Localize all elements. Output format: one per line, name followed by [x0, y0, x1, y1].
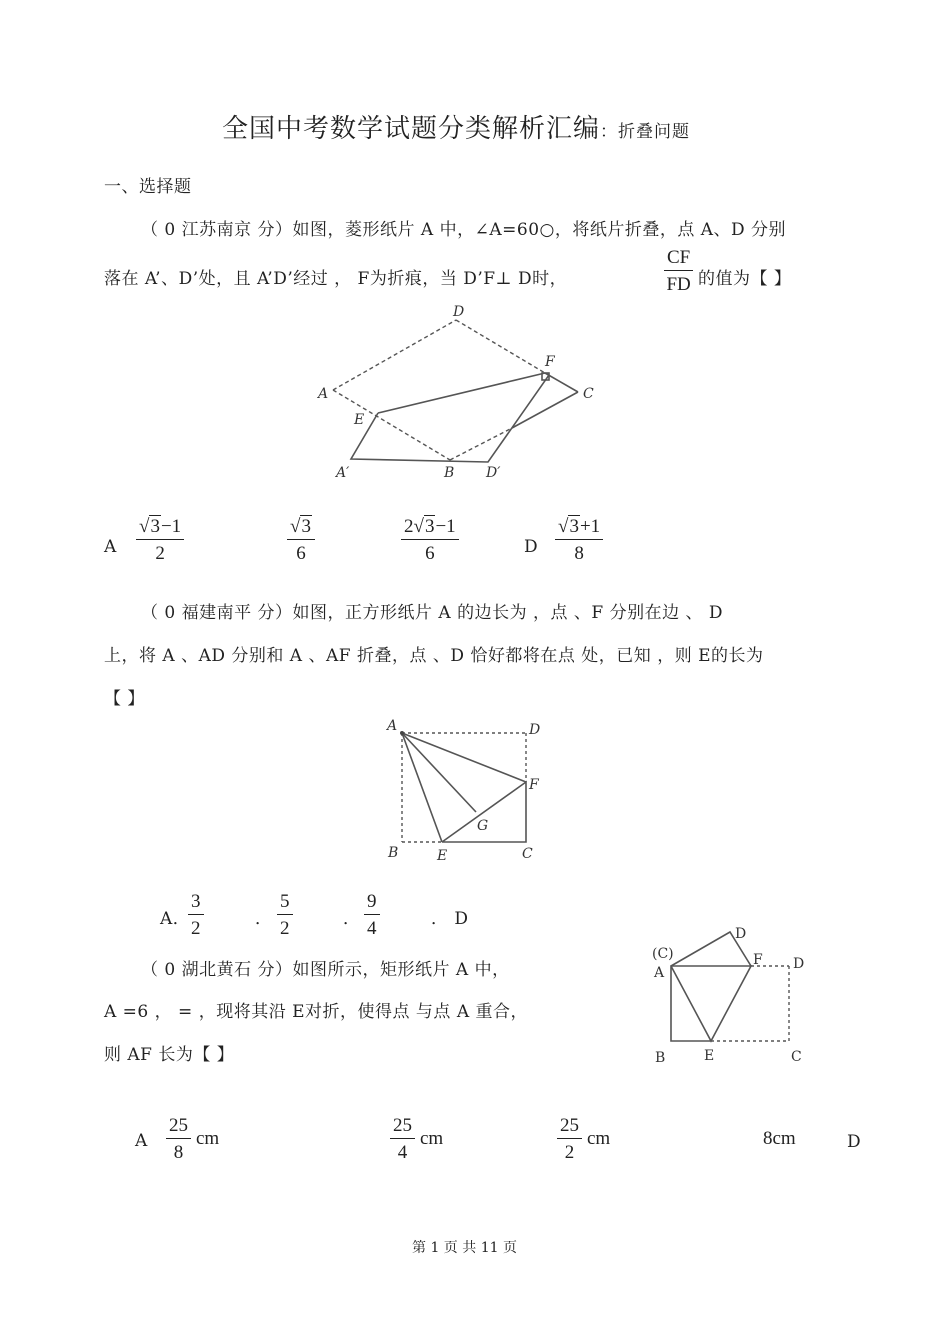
title-subtitle: ：折叠问题: [600, 122, 691, 142]
q2-option-b-den: 2: [280, 918, 290, 939]
q1-option-b-radicand: 3: [301, 516, 311, 537]
q2-label-A: A: [387, 718, 398, 734]
q1-ratio-num: CF: [664, 248, 693, 271]
section-heading: 一、选择题: [104, 177, 192, 197]
q3-option-c-den: 2: [564, 1142, 575, 1163]
q3-option-c[interactable]: [557, 1116, 582, 1162]
q2-option-a-den: 2: [191, 918, 201, 939]
q3-label-C-paren: (C): [652, 946, 674, 962]
q1-solid-lines: [351, 373, 578, 462]
q3-line1: （ 0 湖北黄石 分）如图所示，矩形纸片 A 中，: [141, 960, 510, 980]
q1-option-a-num-rest: −1: [160, 516, 182, 537]
q2-option-c-label[interactable]: ．: [343, 909, 361, 929]
q2-option-c-den: 4: [367, 918, 377, 939]
q2-solid-lines: [402, 733, 526, 842]
q1-dashed-rhombus: [333, 320, 545, 460]
q1-label-D: D: [453, 304, 465, 320]
q3-option-b-unit: cm: [420, 1128, 444, 1149]
sqrt-icon: √3: [558, 516, 579, 537]
q2-line1: （ 0 福建南平 分）如图，正方形纸片 A 的边长为 ，点 、F 分别在边 、 D: [141, 603, 724, 623]
q3-label-B: B: [655, 1050, 666, 1066]
q1-option-c-den: 6: [425, 543, 435, 564]
q3-option-a-num: 25: [166, 1116, 191, 1139]
sqrt-icon: √3: [139, 516, 160, 537]
q1-option-d-radicand: 3: [569, 516, 579, 537]
q1-label-E: E: [354, 412, 365, 428]
q2-option-c-num: 9: [364, 892, 380, 915]
q2-line3: 【 】: [104, 689, 145, 709]
q1-option-a-radicand: 3: [150, 516, 160, 537]
q2-option-b-num: 5: [277, 892, 293, 915]
q1-option-d-num-rest: +1: [579, 516, 601, 537]
page-title: [222, 108, 690, 145]
q1-option-a[interactable]: [136, 517, 184, 563]
q1-ratio-fraction: [664, 248, 693, 294]
sqrt-icon: √3: [290, 516, 311, 537]
q2-option-a-num: 3: [188, 892, 204, 915]
q2-label-F: F: [529, 777, 539, 793]
q1-line1: （ 0 江苏南京 分）如图，菱形纸片 A 中，∠A=60○，将纸片折叠，点 A、D 分别: [141, 220, 787, 240]
q3-label-E: E: [704, 1048, 715, 1064]
q2-label-E: E: [437, 848, 448, 864]
q3-label-D: D: [793, 956, 805, 972]
sqrt-icon: √3: [413, 516, 435, 537]
q3-option-b-den: 4: [397, 1142, 408, 1163]
q1-label-A-prime: A′: [336, 465, 350, 481]
q1-option-c-num-rest: −1: [435, 516, 456, 537]
q3-label-D-folded: D: [735, 926, 747, 942]
q3-option-c-num: 25: [557, 1116, 582, 1139]
q3-option-c-unit: cm: [587, 1128, 611, 1149]
q1-option-a-den: 2: [155, 543, 165, 564]
q2-figure: [380, 712, 550, 867]
q2-point-a: [400, 731, 404, 735]
q3-line3: 则 AF 长为【 】: [104, 1045, 235, 1065]
page-footer: 第 1 页 共 11 页: [412, 1240, 517, 1256]
q1-option-a-label[interactable]: A: [104, 537, 117, 557]
q2-label-G: G: [477, 818, 489, 834]
q2-line2: 上，将 A 、AD 分别和 A 、AF 折叠，点 、D 恰好都将在点 处，已知 ，则 E的长为: [104, 646, 764, 666]
q1-line2-end: 的值为【 】: [698, 269, 792, 289]
q3-option-a[interactable]: [166, 1116, 191, 1162]
q2-option-b[interactable]: [277, 892, 293, 938]
q1-option-b[interactable]: [287, 517, 315, 563]
q3-option-a-den: 8: [173, 1142, 184, 1163]
q2-label-B: B: [388, 845, 399, 861]
q1-option-d[interactable]: [555, 517, 603, 563]
q1-option-d-label[interactable]: D: [524, 537, 539, 557]
q1-figure: [310, 298, 610, 488]
q2-option-d-label[interactable]: ． D: [431, 909, 469, 929]
q1-ratio-den: FD: [666, 274, 691, 295]
q2-option-a-label[interactable]: A．: [160, 909, 191, 929]
q1-label-A: A: [318, 386, 329, 402]
q3-option-a-unit: cm: [196, 1128, 220, 1149]
q3-figure: [645, 918, 820, 1068]
q3-option-d-label[interactable]: D: [847, 1132, 862, 1152]
q1-label-B: B: [444, 465, 455, 481]
q3-option-d-value[interactable]: 8cm: [763, 1128, 796, 1149]
q1-option-c[interactable]: [401, 517, 459, 563]
q1-option-b-den: 6: [296, 543, 306, 564]
q3-option-b[interactable]: [390, 1116, 415, 1162]
q3-option-a-label[interactable]: A: [135, 1131, 148, 1151]
q3-line2: A =6 ， = ，现将其沿 E对折，使得点 与点 A 重合，: [104, 1002, 528, 1022]
q1-label-D-prime: D′: [486, 465, 501, 481]
q1-label-F: F: [545, 354, 555, 370]
q2-option-b-label[interactable]: ．: [255, 909, 273, 929]
title-text: 全国中考数学试题分类解析汇编: [222, 114, 601, 144]
q1-label-C: C: [583, 386, 594, 402]
q2-label-D: D: [529, 722, 541, 738]
q1-line2: 落在 A’、D’处，且 A’D’经过 ， F为折痕，当 D’F⊥ D时，: [104, 269, 568, 289]
q3-option-b-num: 25: [390, 1116, 415, 1139]
q1-option-d-den: 8: [574, 543, 584, 564]
q1-option-c-radicand: 3: [424, 516, 435, 537]
q3-label-A: A: [654, 965, 665, 981]
q3-label-F: F: [753, 952, 763, 968]
q1-option-c-num-pre: 2: [404, 516, 414, 537]
q3-label-C: C: [791, 1049, 802, 1065]
q2-label-C: C: [522, 846, 533, 862]
q3-dashed-rect: [711, 966, 789, 1041]
q2-option-a[interactable]: [188, 892, 204, 938]
q2-option-c[interactable]: [364, 892, 380, 938]
q3-solid-lines: [671, 932, 751, 1041]
